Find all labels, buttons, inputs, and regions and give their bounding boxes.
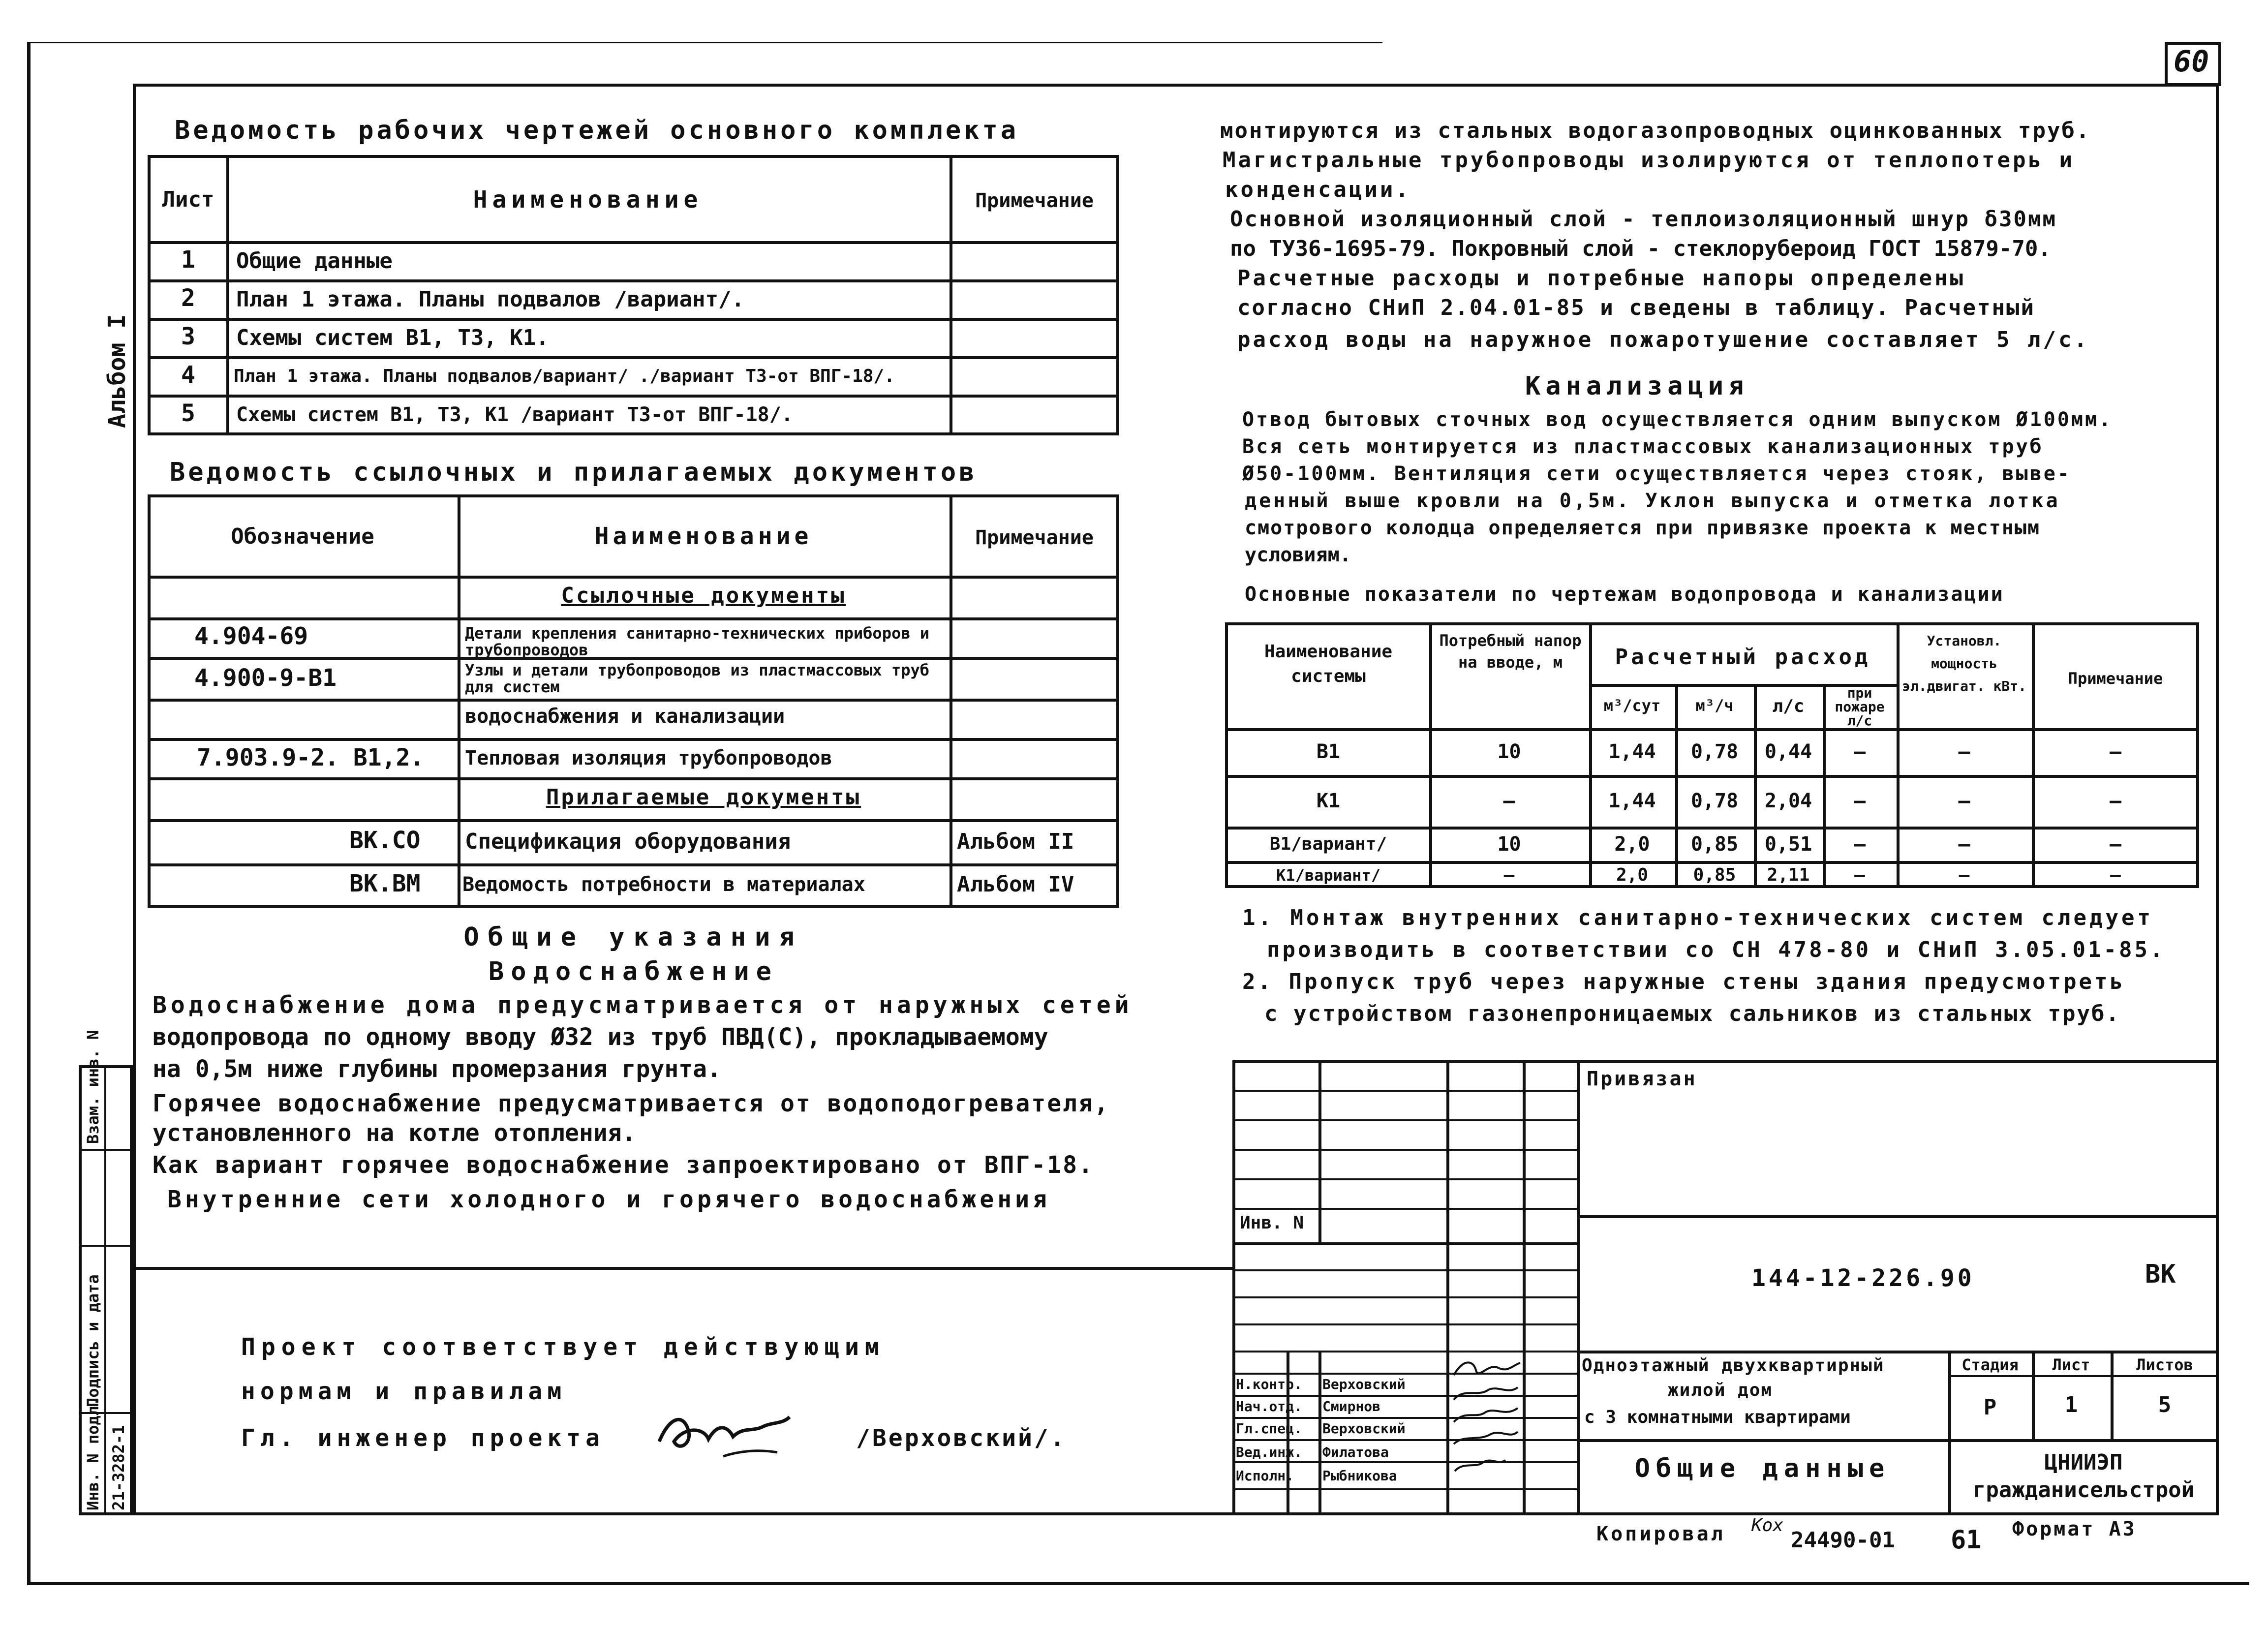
tb-code: 144-12-226.90 bbox=[1751, 1264, 1975, 1292]
ind-row-1-system: В1 bbox=[1316, 740, 1341, 763]
docs-list-title: Ведомость ссылочных и прилагаемых документов bbox=[170, 458, 978, 487]
right-line-7: согласно СНиП 2.04.01-85 и сведены в таблицу. Расчетный bbox=[1237, 295, 2035, 320]
ind-row-2-note: — bbox=[2109, 790, 2122, 812]
bottom-order: 24490-01 bbox=[1791, 1528, 1895, 1553]
drawings-row-4-name: План 1 этажа. Планы подвалов/вариант/ ./вариант Т3-от ВПГ-18/. bbox=[234, 366, 895, 386]
docs-row-4-code: 7.903.9-2. В1,2. bbox=[197, 744, 425, 771]
general-title: Общие указания bbox=[463, 922, 803, 952]
ind-header-flow: Расчетный расход bbox=[1615, 645, 1871, 670]
left-stamp-sign-date: Подпись и дата bbox=[84, 1274, 102, 1407]
tb-inv-label: Инв. N bbox=[1240, 1213, 1304, 1233]
left-stamp-divider bbox=[104, 1065, 106, 1515]
ind-row-2-fire: — bbox=[1853, 790, 1866, 812]
ind-row-2-system: К1 bbox=[1316, 790, 1341, 812]
docs-row-6-name: Ведомость потребности в материалах bbox=[462, 873, 865, 896]
ind-row-1-fire: — bbox=[1853, 740, 1866, 763]
ind-header-m3day: м³/сут bbox=[1603, 696, 1661, 715]
docs-header-note: Примечание bbox=[975, 526, 1094, 549]
general-line-7: Внутренние сети холодного и горячего водоснабжения bbox=[167, 1186, 1050, 1213]
kan-line-6: условиям. bbox=[1245, 544, 1351, 566]
compliance-line-2: нормам и правилам bbox=[241, 1378, 567, 1405]
compliance-line-3: Гл. инженер проекта bbox=[241, 1424, 605, 1452]
ind-header-note: Примечание bbox=[2068, 669, 2163, 688]
general-line-5: установленного на котле отопления. bbox=[153, 1119, 636, 1147]
ind-row-3-system: В1/вариант/ bbox=[1269, 834, 1387, 854]
drawings-header-sheet: Лист bbox=[162, 187, 215, 212]
ind-row-2-power: — bbox=[1958, 790, 1970, 812]
docs-header-name: Наименование bbox=[594, 523, 813, 550]
drawings-row-2-sheet: 2 bbox=[181, 284, 195, 312]
tb-sig-5-role: Исполн. bbox=[1236, 1468, 1294, 1484]
right-line-2: Магистральные трубопроводы изолируются от теплопотерь и bbox=[1223, 148, 2075, 173]
note-line-2: производить в соответствии со СН 478-80 и СНиП 3.05.01-85. bbox=[1267, 937, 2166, 962]
tb-sig-3-name: Верховский bbox=[1322, 1420, 1406, 1437]
ind-row-2-m3day: 1,44 bbox=[1608, 790, 1656, 812]
tb-sheets-header: Листов bbox=[2136, 1355, 2193, 1374]
tb-sig-5-name: Рыбникова bbox=[1322, 1468, 1397, 1484]
ind-header-system: Наименование системы bbox=[1264, 642, 1393, 686]
kan-line-5: смотрового колодца определяется при привязке проекта к местным bbox=[1245, 517, 2041, 539]
tb-stage: Р bbox=[1983, 1395, 1997, 1420]
ind-row-4-system: К1/вариант/ bbox=[1276, 866, 1380, 885]
ind-row-1-power: — bbox=[1958, 740, 1970, 763]
compliance-line-1: Проект соответствует действующим bbox=[241, 1333, 885, 1361]
ind-row-4-fire: — bbox=[1854, 865, 1865, 885]
note-line-1: 1. Монтаж внутренних санитарно-технических систем следует bbox=[1242, 905, 2153, 930]
tb-sig-1-role: Н.контр. bbox=[1236, 1376, 1302, 1392]
docs-row-2-name: Узлы и детали трубопроводов из пластмассовых труб для систем bbox=[465, 661, 930, 696]
left-stamp-row2 bbox=[79, 1245, 133, 1247]
drawings-header-note: Примечание bbox=[975, 189, 1094, 212]
general-subtitle: Водоснабжение bbox=[489, 957, 778, 986]
tb-org: ЦНИИЭП гражданисельстрой bbox=[1972, 1450, 2195, 1503]
drawings-row-1-sheet: 1 bbox=[181, 246, 195, 274]
tb-object-line-2: жилой дом bbox=[1668, 1380, 1773, 1400]
ind-row-4-power: — bbox=[1959, 865, 1970, 885]
general-line-2: водопровода по одному вводу Ø32 из труб ПВД(С), прокладываемому bbox=[153, 1023, 1048, 1051]
tb-sig-3-role: Гл.спец. bbox=[1236, 1420, 1302, 1437]
ind-header-m3h: м³/ч bbox=[1695, 696, 1734, 715]
ind-row-4-pressure: — bbox=[1503, 865, 1515, 885]
album-side-label: Альбом I bbox=[103, 314, 131, 428]
tb-sig-4-role: Вед.инж. bbox=[1236, 1444, 1302, 1460]
docs-row-6-note: Альбом IV bbox=[957, 872, 1074, 897]
ind-row-4-m3h: 0,85 bbox=[1693, 865, 1736, 885]
ind-header-pressure: Потребный напор на вводе, м bbox=[1439, 631, 1582, 672]
bottom-copied: Копировал bbox=[1596, 1523, 1725, 1545]
left-stamp-number: 21-3282-1 bbox=[109, 1425, 128, 1510]
docs-ref-section: Ссылочные документы bbox=[561, 583, 846, 608]
ind-row-4-m3day: 2,0 bbox=[1616, 865, 1649, 885]
ind-row-3-pressure: 10 bbox=[1497, 833, 1521, 856]
right-line-1: монтируются из стальных водогазопроводных оцинкованных труб. bbox=[1220, 118, 2091, 143]
ind-row-2-pressure: — bbox=[1503, 790, 1515, 812]
docs-row-1-code: 4.904-69 bbox=[194, 622, 308, 650]
compliance-name: /Верховский/. bbox=[856, 1424, 1067, 1452]
docs-row-5-name: Спецификация оборудования bbox=[465, 829, 791, 854]
drawings-row-2-name: План 1 этажа. Планы подвалов /вариант/. bbox=[236, 287, 745, 312]
tb-stage-header: Стадия bbox=[1962, 1355, 2019, 1374]
ind-row-1-m3h: 0,78 bbox=[1690, 740, 1739, 763]
general-line-3: на 0,5м ниже глубины промерзания грунта. bbox=[153, 1055, 721, 1083]
tb-sig-2-role: Нач.отд. bbox=[1236, 1398, 1302, 1414]
kan-title: Канализация bbox=[1525, 371, 1749, 401]
tb-sheet: 1 bbox=[2064, 1392, 2078, 1417]
ind-row-3-fire: — bbox=[1853, 833, 1866, 856]
chief-engineer-signature bbox=[649, 1397, 797, 1466]
ind-header-ls: л/с bbox=[1772, 696, 1805, 716]
left-stamp-row1 bbox=[79, 1149, 133, 1151]
drawings-row-5-sheet: 5 bbox=[181, 400, 195, 427]
docs-row-5-code: ВК.СО bbox=[349, 827, 421, 854]
docs-row-5-note: Альбом II bbox=[957, 829, 1074, 854]
ind-row-1-m3day: 1,44 bbox=[1608, 740, 1656, 763]
top-rule bbox=[30, 42, 1382, 43]
docs-row-4-name: Тепловая изоляция трубопроводов bbox=[465, 747, 832, 769]
docs-row-6-code: ВК.ВМ bbox=[349, 870, 421, 897]
tb-sheets: 5 bbox=[2158, 1392, 2172, 1417]
kan-line-2: Вся сеть монтируется из пластмассовых канализационных труб bbox=[1242, 435, 2044, 458]
tb-sig-1-name: Верховский bbox=[1322, 1376, 1406, 1392]
general-line-4: Горячее водоснабжение предусматривается от водоподогревателя, bbox=[153, 1090, 1110, 1117]
ind-row-3-note: — bbox=[2109, 833, 2122, 856]
left-stamp-inv-orig: Инв. N подл. bbox=[84, 1396, 102, 1510]
right-line-4: Основной изоляционный слой - теплоизоляционный шнур δ30мм bbox=[1230, 207, 2057, 232]
docs-header-code: Обозначение bbox=[231, 524, 374, 549]
drawings-row-5-name: Схемы систем В1, Т3, К1 /вариант Т3-от ВПГ-18/. bbox=[236, 403, 793, 426]
docs-row-1-name: Детали крепления санитарно-технических приборов и трубопроводов bbox=[465, 624, 930, 659]
ind-row-3-m3h: 0,85 bbox=[1690, 833, 1739, 856]
docs-att-section: Прилагаемые документы bbox=[546, 785, 861, 810]
ind-row-2-m3h: 0,78 bbox=[1690, 790, 1739, 812]
ind-row-3-power: — bbox=[1958, 833, 1970, 856]
bottom-page: 61 bbox=[1951, 1525, 1982, 1555]
tb-bound-label: Привязан bbox=[1587, 1068, 1697, 1090]
tb-sig-2-name: Смирнов bbox=[1322, 1398, 1381, 1414]
right-line-5: по ТУ36-1695-79. Покровный слой - стеклорубероид ГОСТ 15879-70. bbox=[1230, 236, 2051, 261]
ind-header-fire: при пожаре л/с bbox=[1835, 685, 1885, 729]
tb-sheet-header: Лист bbox=[2052, 1355, 2090, 1374]
page-number: 60 bbox=[2174, 44, 2209, 79]
tb-doc-name: Общие данные bbox=[1634, 1454, 1891, 1483]
docs-row-2-code: 4.900-9-В1 bbox=[194, 664, 337, 692]
kan-line-3: Ø50-100мм. Вентиляция сети осуществляется через стояк, выве- bbox=[1242, 462, 2071, 485]
note-line-3: 2. Пропуск труб через наружные стены здания предусмотреть bbox=[1242, 969, 2125, 994]
tb-mark: ВК bbox=[2145, 1260, 2176, 1289]
ind-row-1-note: — bbox=[2109, 740, 2122, 763]
drawings-row-4-sheet: 4 bbox=[181, 361, 195, 389]
ind-row-3-ls: 0,51 bbox=[1764, 833, 1812, 856]
right-line-6: Расчетные расходы и потребные напоры определены bbox=[1237, 266, 1966, 291]
ind-row-1-ls: 0,44 bbox=[1764, 740, 1812, 763]
tb-sig-4-name: Филатова bbox=[1322, 1444, 1389, 1460]
docs-row-3-name: водоснабжения и канализации bbox=[465, 705, 785, 728]
left-stamp-vzam: Взам. инв. N bbox=[84, 1030, 102, 1144]
bottom-format: Формат А3 bbox=[2012, 1518, 2137, 1540]
tb-signature-scribbles bbox=[1449, 1353, 1523, 1488]
general-line-1: Водоснабжение дома предусматривается от наружных сетей bbox=[153, 991, 1133, 1019]
drawings-row-1-name: Общие данные bbox=[236, 248, 393, 274]
ind-header-power: Установл. мощность эл.двигат. кВт. bbox=[1902, 633, 2026, 694]
compliance-top-rule bbox=[133, 1267, 1235, 1270]
ind-row-2-ls: 2,04 bbox=[1764, 790, 1812, 812]
kan-line-4: денный выше кровли на 0,5м. Уклон выпуска и отметка лотка bbox=[1245, 490, 2060, 512]
ind-row-4-note: — bbox=[2110, 865, 2121, 885]
right-line-8: расход воды на наружное пожаротушение составляет 5 л/с. bbox=[1237, 327, 2089, 352]
tb-object-line-3: с 3 комнатными квартирами bbox=[1584, 1407, 1851, 1427]
ind-row-3-m3day: 2,0 bbox=[1614, 833, 1650, 856]
drawings-row-3-sheet: 3 bbox=[181, 323, 195, 350]
kan-line-1: Отвод бытовых сточных вод осуществляется одним выпуском Ø100мм. bbox=[1242, 408, 2113, 431]
drawings-row-3-name: Схемы систем В1, Т3, К1. bbox=[236, 325, 549, 350]
bottom-copier-sig: Кох bbox=[1751, 1515, 1784, 1536]
tb-object-line-1: Одноэтажный двухквартирный bbox=[1582, 1355, 1885, 1376]
drawings-header-name: Наименование bbox=[473, 186, 703, 214]
drawings-list-title: Ведомость рабочих чертежей основного комплекта bbox=[175, 116, 1019, 145]
ind-row-4-ls: 2,11 bbox=[1767, 865, 1810, 885]
general-line-6: Как вариант горячее водоснабжение запроектировано от ВПГ-18. bbox=[153, 1151, 1094, 1179]
note-line-4: с устройством газонепроницаемых сальников из стальных труб. bbox=[1264, 1001, 2120, 1026]
ind-row-1-pressure: 10 bbox=[1497, 740, 1521, 763]
right-line-3: конденсации. bbox=[1225, 177, 1411, 202]
indicators-title: Основные показатели по чертежам водопровода и канализации bbox=[1245, 583, 2004, 606]
